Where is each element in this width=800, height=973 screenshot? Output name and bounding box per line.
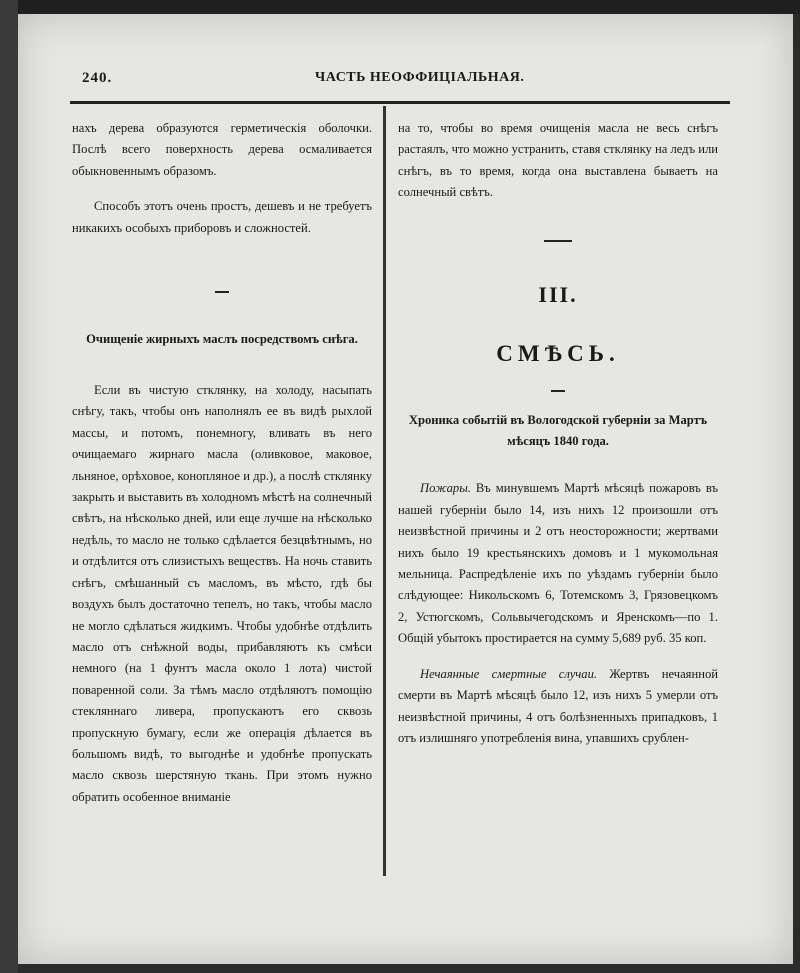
part-number: III. <box>538 281 578 307</box>
page-number: 240. <box>82 70 113 86</box>
fires-paragraph <box>398 478 718 649</box>
fires-label: Пожары. <box>420 481 471 496</box>
fires-text: Въ минувшемъ Мартѣ мѣсяцѣ пожаровъ въ нашей губерніи было 14, изъ нихъ 12 произошли отъ неизвѣстной причины и 2 отъ неосторожности; жертвами нихъ было 19 крестьянскихъ домовъ и 1 мукомольная мельница. Распредѣленіе ихъ по уѣздамъ губерніи было слѣдующее: Никольскомъ 6, Тотемскомъ 3, Грязовецкомъ 2, Устюгскомъ, Сольвычегодскомъ и Яренскомъ—по 1. Общій убытокъ простирается на сумму 5,689 руб. 35 коп. <box>398 481 718 646</box>
right-paragraph-1: на то, чтобы во время очищенія масла не весь снѣгъ растаялъ, что можно устранить, ставя стклянку на ледъ или снѣгъ, въ то время, когда она выставлена бываетъ на солнечный свѣтъ. <box>398 121 719 200</box>
scan-top-edge <box>0 0 800 14</box>
column-divider <box>383 106 386 876</box>
left-paragraph-3: Если въ чистую стклянку, на холоду, насыпать снѣгу, такъ, чтобы онъ наполнялъ ее въ видѣ рыхлой массы, и потомъ, понемногу, вливать въ него очищаемаго жирнаго масла (оливковое, маковое, льняное, орѣховое, конопляное и др.), а послѣ стклянку закрыть и выставить въ холодномъ мѣстѣ на солнечный свѣтъ, на нѣсколько дней, или еще лучше на нѣсколько недѣль, то масло не только сдѣлается безцвѣтнымъ, но и отдѣлится отъ слизистыхъ веществъ. На ночь ставить снѣгъ, смѣшанный съ масломъ, въ мѣсто, гдѣ бы воздухъ былъ достаточно тепелъ, но такъ, чтобы масло не могло сдѣлаться жидкимъ. Чтобы удобнѣе отдѣлить масло отъ снѣжной воды, прибавляютъ къ смѣси немного (на 1 фунтъ масла около 1 лота) чистой поваренной соли. За тѣмъ масло отдѣляютъ помощію стекляннаго ливера, пропускаютъ его сквозь пропускную бумагу, если же операція дѣлается въ большомъ видѣ, то выгоднѣе и удобнѣе пропускать масло сквозь шерстяную ткань. При этомъ нужно обратить особенное вниманіе <box>72 383 373 804</box>
part-title: СМѢСЬ. <box>496 341 620 367</box>
running-head: ЧАСТЬ НЕОФФИЦІАЛЬНАЯ. <box>315 70 525 85</box>
left-column <box>72 118 372 808</box>
deaths-text: Жертвъ нечаянной смерти въ Мартѣ мѣсяцѣ было 12, изъ нихъ 5 умерли отъ неизвѣстной причины, 4 отъ болѣзненныхъ припадковъ, 1 отъ излишняго употребленія вина, упавшихъ срублен- <box>398 666 718 745</box>
deaths-label: Нечаянные смертные случаи. <box>420 666 598 681</box>
right-column <box>398 118 718 749</box>
left-paragraph-1: нахъ дерева образуются герметическія оболочки. Послѣ всего поверхность дерева осмаливается обыкновеннымъ образомъ. <box>72 121 372 178</box>
scan-left-edge <box>0 0 18 973</box>
right-section-title: Хроника событій въ Вологодской губерніи за Мартъ мѣсяцъ 1840 года. <box>408 413 708 449</box>
header-rule <box>70 101 730 104</box>
left-paragraph-2: Способъ этотъ очень простъ, дешевъ и не требуетъ никакихъ особыхъ приборовъ и сложностей. <box>72 199 372 235</box>
left-section-title: Очищеніе жирныхъ маслъ посредствомъ снѣга. <box>86 332 358 347</box>
deaths-paragraph <box>398 664 718 750</box>
